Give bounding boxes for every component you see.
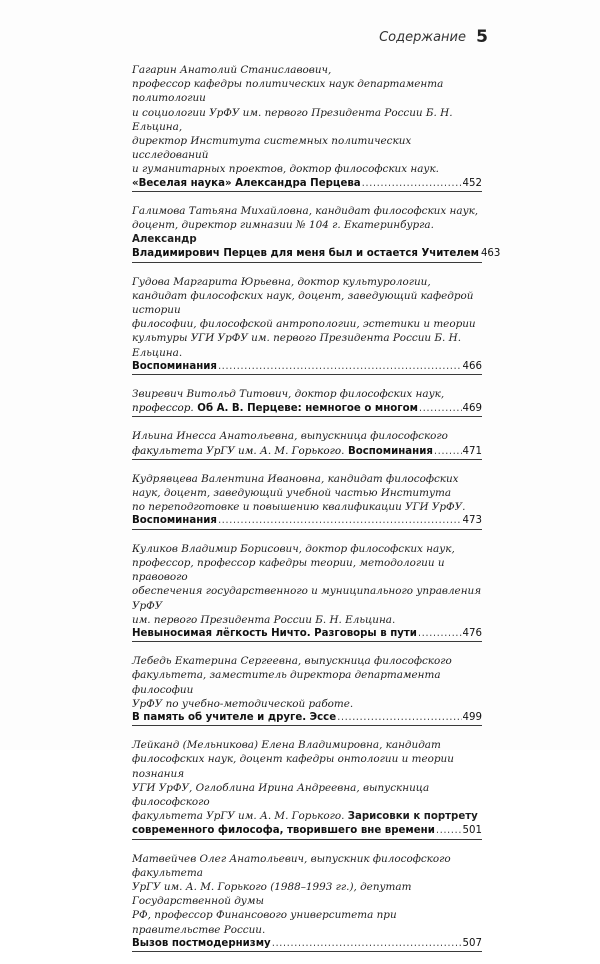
toc-entry <box>132 472 482 530</box>
author-line: и гуманитарных проектов, доктор философских наук. <box>132 163 439 176</box>
entry-title-group <box>132 401 418 416</box>
author-line: профессор кафедры политических наук департамента политологии <box>132 78 444 105</box>
entry-title: Воспоминания <box>132 360 217 372</box>
author-line: Матвейчев Олег Анатольевич, выпускник философского факультета <box>132 852 451 879</box>
toc-entry <box>132 654 482 726</box>
toc-entry <box>132 63 482 192</box>
author-line-text: доцент, директор гимназии № 104 г. Екатеринбурга. <box>132 219 434 232</box>
author-line: Куликов Владимир Борисович, доктор философских наук, <box>132 542 455 555</box>
toc-entry <box>132 387 482 417</box>
toc-entry <box>132 204 501 263</box>
author-line: Гагарин Анатолий Станиславович, <box>132 64 332 76</box>
dot-leader <box>419 402 462 416</box>
author-line: директор Института системных политических исследований <box>132 135 412 162</box>
dot-leader <box>218 514 462 528</box>
author-line: философских наук, доцент кафедры онтологии и теории познания <box>132 753 454 780</box>
toc-entry <box>132 738 482 839</box>
toc-entry-link[interactable] <box>132 627 482 642</box>
entry-title: современного философа, творившего вне времени <box>132 825 435 837</box>
author-line <box>132 809 482 824</box>
dot-leader <box>337 711 461 725</box>
author-line: УрФУ по учебно-методической работе. <box>132 697 354 710</box>
toc-entry-link[interactable] <box>132 824 482 839</box>
entry-title: «Веселая наука» Александра Перцева <box>132 177 361 189</box>
dot-leader <box>362 177 462 191</box>
toc-entry <box>132 275 482 375</box>
author-line: Лейканд (Мельникова) Елена Владимировна, кандидат <box>132 739 441 752</box>
author-line: культуры УГИ УрФУ им. первого Президента России Б. Н. Ельцина. <box>132 332 461 359</box>
toc-entry <box>132 429 482 459</box>
entry-page-number: 469 <box>462 403 482 415</box>
section-title: Содержание <box>379 30 466 45</box>
entry-page-number: 476 <box>462 627 482 639</box>
author-line-text: факультета УрГУ им. А. М. Горького. <box>132 810 345 823</box>
entry-page-number: 473 <box>462 515 482 527</box>
author-line: Звиревич Витольд Титович, доктор философских наук, <box>132 388 445 401</box>
author-line: по переподготовке и повышению квалификации УГИ УрФУ. <box>132 501 466 514</box>
author-line: Лебедь Екатерина Сергеевна, выпускница философского <box>132 655 452 668</box>
author-line: философии, философской антропологии, эстетики и теории <box>132 318 476 331</box>
toc-entry-link[interactable] <box>132 360 482 375</box>
entry-title-start: Зарисовки к портрету <box>347 811 478 823</box>
dot-leader <box>418 627 462 641</box>
entry-page-number: 463 <box>480 248 501 260</box>
entry-page-number: 507 <box>462 937 482 949</box>
dot-leader <box>272 937 462 951</box>
author-line: им. первого Президента России Б. Н. Ельцина. <box>132 613 396 626</box>
author-line: Галимова Татьяна Михайловна, кандидат философских наук, <box>132 204 479 217</box>
entry-page-number: 471 <box>462 445 482 457</box>
entry-title: Вызов постмодернизму <box>132 937 271 949</box>
entry-title: Об А. В. Перцеве: немногое о многом <box>197 403 418 415</box>
toc-entry-link[interactable] <box>132 444 482 460</box>
entry-page-number: 452 <box>462 177 482 189</box>
entry-title: Воспоминания <box>132 515 217 527</box>
entry-page-number: 466 <box>462 360 482 372</box>
entry-page-number: 499 <box>462 711 482 723</box>
author-line: кандидат философских наук, доцент, заведующий кафедрой истории <box>132 289 474 317</box>
running-head <box>0 26 600 56</box>
dot-leader <box>218 360 462 374</box>
author-line: и социологии УрФУ им. первого Президента России Б. Н. Ельцина, <box>132 106 453 133</box>
author-line: Кудрявцева Валентина Ивановна, кандидат философских <box>132 472 459 485</box>
entry-title: Невыносимая лёгкость Ничто. Разговоры в пути <box>132 627 417 639</box>
author-inline: факультета УрГУ им. А. М. Горького. <box>132 444 345 457</box>
toc-entry-link[interactable] <box>132 514 482 529</box>
author-line <box>132 218 482 247</box>
author-line: УрГУ им. А. М. Горького (1988–1993 гг.), депутат Государственной думы <box>132 880 412 908</box>
toc-entry-link[interactable] <box>132 937 482 952</box>
toc-entry-link[interactable] <box>132 177 482 192</box>
dot-leader <box>436 824 462 838</box>
author-line: УГИ УрФУ, Оглоблина Ирина Андреевна, выпускница философского <box>132 781 430 808</box>
author-line: факультета, заместитель директора департамента философии <box>132 669 441 696</box>
entry-page-number: 501 <box>462 825 482 837</box>
toc-entry-link[interactable] <box>132 247 501 262</box>
entry-title-start: Александр <box>132 234 197 246</box>
table-of-contents <box>132 63 501 964</box>
entry-title: Владимирович Перцев для меня был и остается Учителем <box>132 248 479 260</box>
entry-title: В память об учителе и друге. Эссе <box>132 711 337 723</box>
author-line: профессор, профессор кафедры теории, методологии и правового <box>132 556 445 584</box>
author-line: обеспечения государственного и муниципального управления УрФУ <box>132 585 482 612</box>
toc-entry-link[interactable] <box>132 401 482 417</box>
toc-entry-link[interactable] <box>132 711 482 726</box>
author-line: РФ, профессор Финансового университета при правительстве России. <box>132 909 397 936</box>
toc-entry <box>132 542 482 642</box>
page-number: 5 <box>476 27 488 47</box>
entry-title-group <box>132 444 433 459</box>
dot-leader <box>434 445 462 459</box>
author-inline: профессор. <box>132 402 194 415</box>
entry-title: Воспоминания <box>347 445 433 457</box>
author-line: Ильина Инесса Анатольевна, выпускница философского <box>132 430 448 443</box>
author-line: наук, доцент, заведующий учебной частью Института <box>132 487 452 500</box>
author-line: Гудова Маргарита Юрьевна, доктор культурологии, <box>132 275 431 288</box>
toc-entry <box>132 852 482 952</box>
